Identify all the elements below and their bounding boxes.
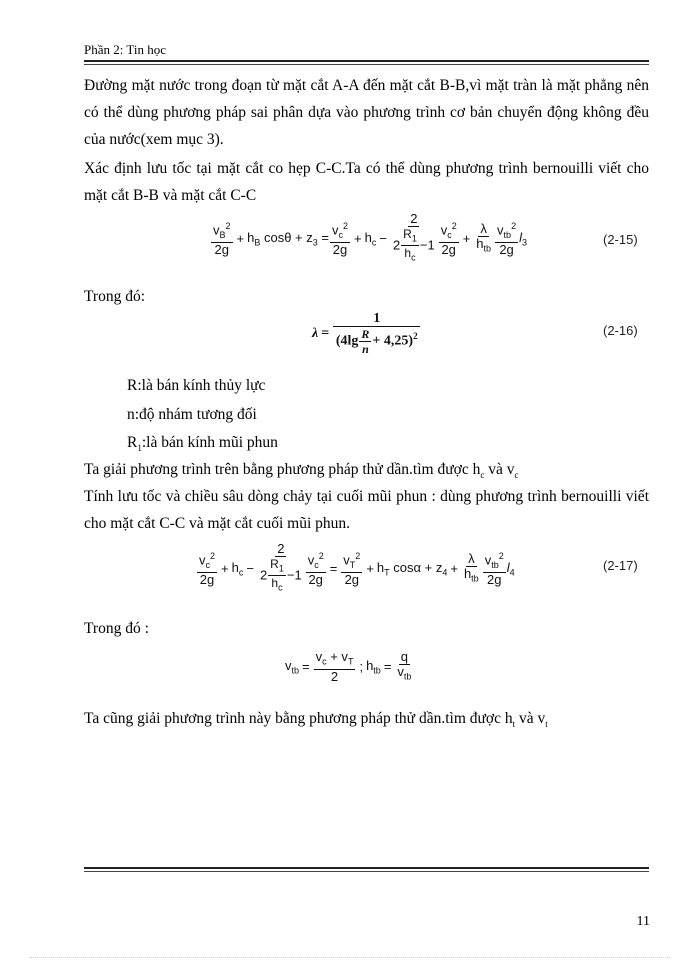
page-number: 11 (636, 914, 650, 929)
footer-rule (84, 867, 649, 872)
paragraph-outlet: Tính lưu tốc và chiều sâu dòng chảy tại cuối mũi phun : dùng phương trình bernouilli viết cho mặt cắt C-C và mặt cắt cuối mũi phun. (84, 488, 649, 532)
equation-2-15: $\frac{v_B^2}{2g}$ + $h_B$ $\cos\theta + z_3$ = $\frac{v_c^2}{2g}$ + $h_c$ − 2 2 $\frac{R_1}{h_c}$ −1 $\frac{v_c^2}{2g}$ + $\frac{\lambda}{h_{tb}}$ $\frac{v_{tb}^2}{2g}$ $l_3$ (213, 211, 527, 263)
label-trong-do-1: Trong đó: (84, 288, 146, 305)
label-trong-do-2: Trong đó : (84, 620, 149, 637)
equation-2-17: $\frac{v_c^2}{2g}$ + $h_c$ − 2 2 $\frac{R_1}{h_c}$ −1 $\frac{v_c^2}{2g}$ = $\frac{v_T^2}{2g}$ + $h_T$ $\cos\alpha + z_4$ + $\frac{\lambda}{h_{tb}}$ $\frac{v_{tb}^2}{2g}$ $l_4$ (199, 541, 515, 593)
definition-R: R:là bán kính thủy lực (127, 377, 266, 394)
equation-2-16: λ = 1 (4lg $\frac{R}{n}$ + 4,25)$^2$ (312, 312, 421, 356)
page-header: Phần 2: Tin học (84, 42, 166, 57)
solve-text-1: Ta giải phương trình trên bằng phương pháp thử dần.tìm được $h_c$ và $v_c$ (84, 461, 519, 481)
paragraph-intro: Đường mặt nước trong đoạn từ mặt cắt A-A đến mặt cắt B-B,vì mặt tràn là mặt phẳng nên có thể dùng phương pháp sai phân dựa vào phương trình cơ bản chuyển động không đều của nước(xem mục 3). (84, 77, 649, 148)
definition-R1: $R_1:là$ bán kính mũi phun (127, 434, 278, 454)
equation-number-2-16: (2-16) (603, 323, 638, 338)
solve-text-2: Ta cũng giải phương trình này bằng phương pháp thử dần.tìm được $h_t$ và $v_t$ (84, 710, 548, 730)
header-rule (84, 60, 649, 65)
paragraph-velocity: Xác định lưu tốc tại mặt cắt co hẹp C-C.Ta có thể dùng phương trình bernouilli viết cho mặt cắt B-B và mặt cắt C-C (84, 160, 649, 204)
equation-number-2-17: (2-17) (603, 558, 638, 573)
equation-number-2-15: (2-15) (603, 232, 638, 247)
definition-n: n:độ nhám tương đối (127, 406, 257, 423)
equation-vtb-htb: $v_{tb}$ = $\frac{v_c + v_T}{2}$ ; $h_{tb}$ = $\frac{q}{v_{tb}}$ (285, 649, 412, 684)
page-bottom-border (30, 957, 670, 958)
